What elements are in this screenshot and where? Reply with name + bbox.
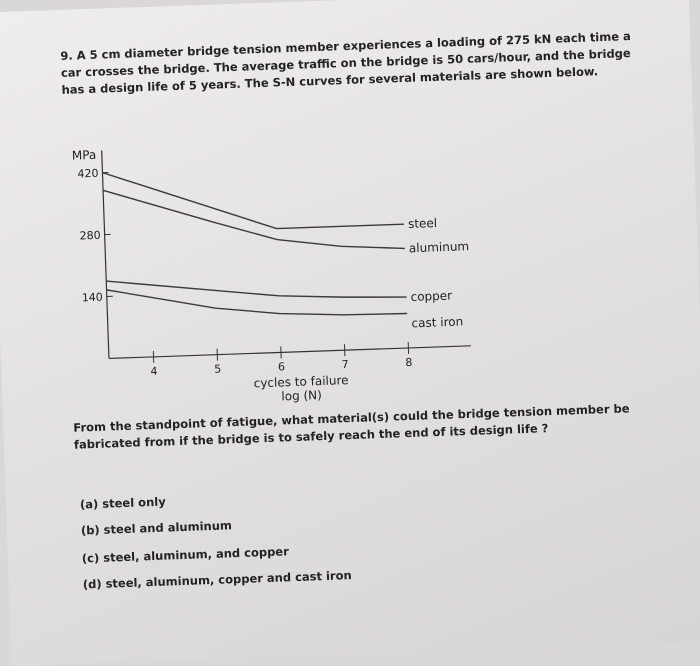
y-tick-label-280: 280 — [79, 229, 100, 243]
option-a: (a) steel only — [80, 495, 166, 512]
x-axis-label: cycles to failure — [253, 373, 348, 390]
series-label-steel: steel — [408, 216, 438, 231]
series-line-copper — [106, 271, 406, 308]
x-tick-label-4: 4 — [150, 365, 157, 378]
y-tick-label-420: 420 — [77, 167, 98, 181]
series-line-steel — [102, 162, 404, 234]
x-tick-label-7: 7 — [341, 358, 348, 371]
option-b: (b) steel and aluminum — [81, 518, 232, 537]
series-label-copper: copper — [410, 289, 452, 304]
x-tick-label-8: 8 — [405, 356, 412, 369]
x-axis-label-log: log (N) — [281, 388, 322, 403]
followup-question: From the standpoint of fatigue, what material(s) could the bridge tension member be fabricated from if the bridge is to safely reach the end of its design life ? — [73, 398, 684, 453]
y-axis-line — [102, 151, 109, 359]
y-tick-label-140: 140 — [82, 291, 103, 305]
y-axis-label: MPa — [72, 148, 97, 163]
x-axis-line — [109, 346, 471, 359]
sn-curve-chart — [53, 126, 482, 400]
series-label-cast-iron: cast iron — [411, 315, 463, 331]
question-text: 9. A 5 cm diameter bridge tension member experiences a loading of 275 kN each time a car crosses the bridge. The average traffic on the bridge is 50 cars/hour, and the bridge has a design life of 5 years. The S-N curves for several materials are shown below. — [60, 28, 641, 99]
option-d: (d) steel, aluminum, copper and cast iron — [83, 568, 352, 591]
series-label-aluminum: aluminum — [409, 239, 470, 255]
series-line-cast-iron — [107, 279, 408, 324]
sn-curve-svg — [53, 126, 482, 400]
x-tick-label-5: 5 — [214, 363, 221, 376]
x-tick-label-6: 6 — [278, 360, 285, 373]
option-c: (c) steel, aluminum, and copper — [82, 544, 289, 565]
series-line-aluminum — [103, 180, 405, 259]
